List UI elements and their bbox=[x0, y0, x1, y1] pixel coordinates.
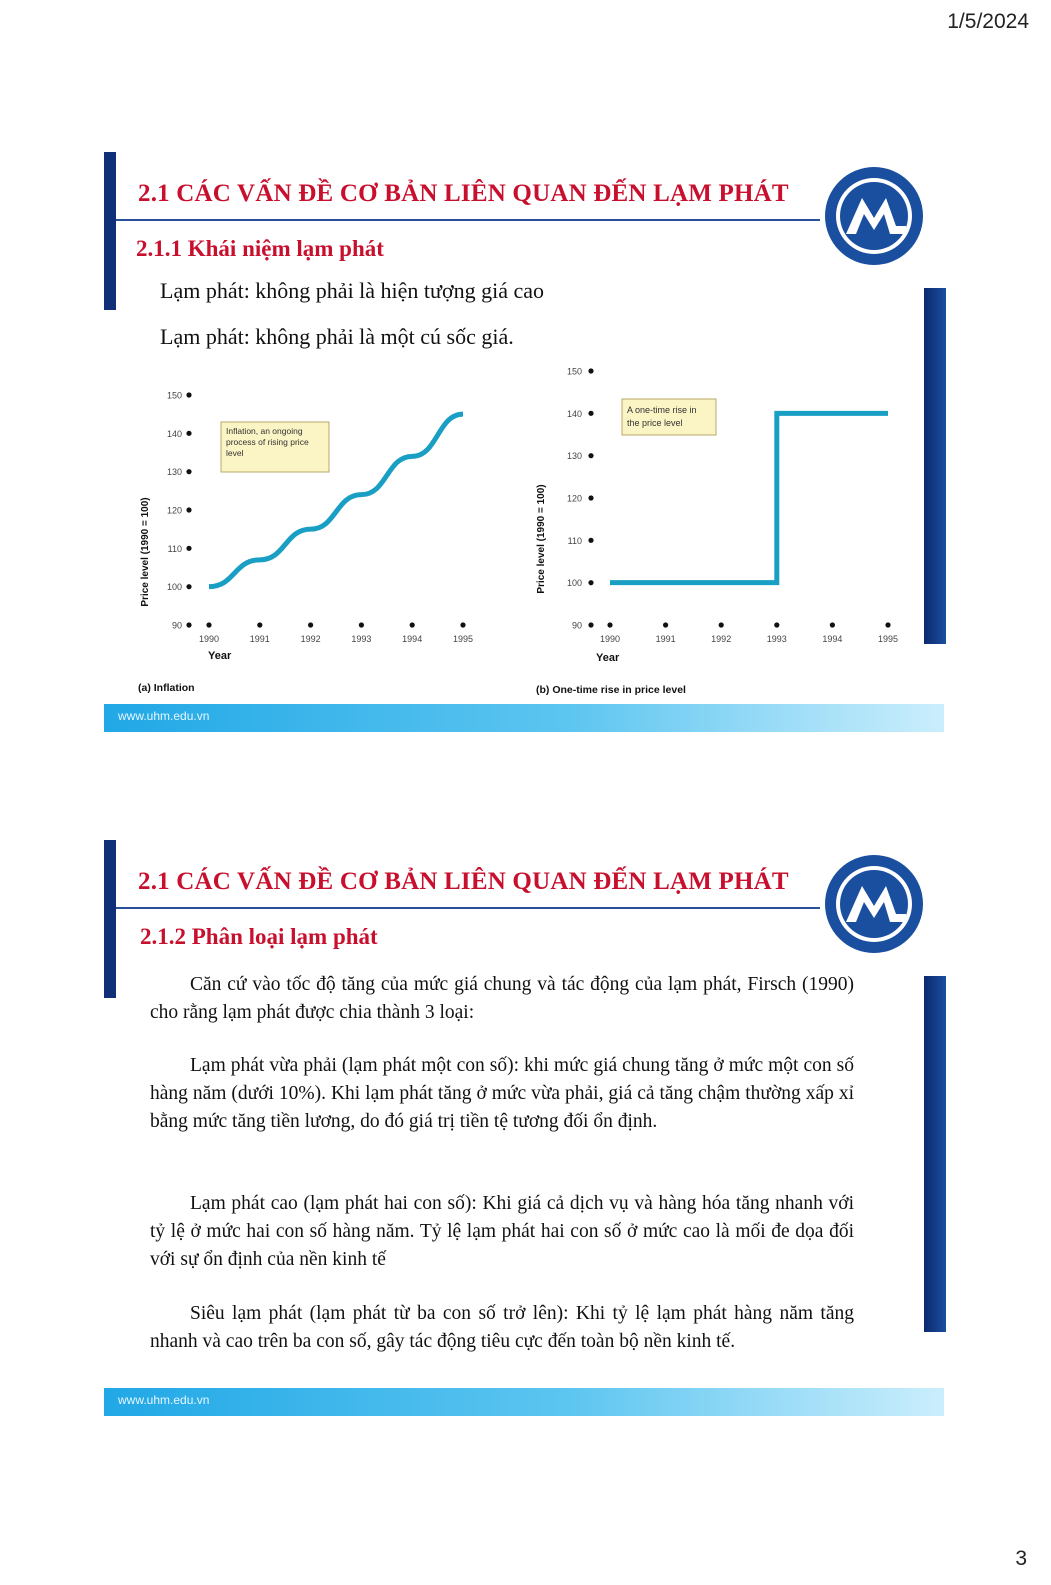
y-tick-label: 150 bbox=[566, 366, 582, 377]
paragraph: Lạm phát cao (lạm phát hai con số): Khi giá cả dịch vụ và hàng hóa tăng nhanh với tỷ lệ ở mức hai con số hàng năm. Tỷ lệ lạm phát hai con số ở mức cao là mối đe dọa đối với sự ổn định của nền kinh tế bbox=[150, 1193, 854, 1270]
annotation-text: A one-time rise in the price level bbox=[627, 405, 697, 428]
left-accent-bar bbox=[104, 840, 116, 998]
x-tick-label: 1991 bbox=[249, 634, 270, 644]
y-tick-dot bbox=[588, 495, 593, 500]
x-tick-dot bbox=[460, 622, 465, 627]
left-accent-bar bbox=[104, 152, 116, 310]
y-tick-label: 140 bbox=[566, 408, 582, 419]
paragraph: Lạm phát vừa phải (lạm phát một con số): khi mức giá chung tăng ở mức một con số hàng năm (dưới 10%). Khi lạm phát tăng ở mức vừa phải, giá cả tăng chậm thường xấp xỉ bằng mức tăng tiền lương, do đó giá trị tiền tệ tương đối ổn định. bbox=[150, 1055, 854, 1132]
page-date: 1/5/2024 bbox=[947, 10, 1029, 33]
x-tick-label: 1994 bbox=[402, 634, 423, 644]
chart-inflation bbox=[132, 357, 512, 702]
x-tick-dot bbox=[410, 622, 415, 627]
y-tick-label: 90 bbox=[171, 620, 182, 631]
x-tick-dot bbox=[308, 622, 313, 627]
title-underline bbox=[116, 219, 820, 221]
y-tick-dot bbox=[186, 622, 191, 627]
x-tick-dot bbox=[359, 622, 364, 627]
x-tick-label: 1992 bbox=[711, 634, 732, 644]
y-tick-dot bbox=[588, 453, 593, 458]
slide-footer bbox=[104, 704, 944, 732]
y-tick-label: 140 bbox=[166, 428, 182, 439]
y-tick-dot bbox=[186, 584, 191, 589]
x-axis-label: Year bbox=[208, 650, 232, 662]
slide-title: 2.1 CÁC VẤN ĐỀ CƠ BẢN LIÊN QUAN ĐẾN LẠM PHÁT bbox=[138, 868, 789, 895]
y-tick-label: 150 bbox=[166, 390, 182, 401]
y-tick-label: 130 bbox=[566, 451, 582, 462]
x-tick-label: 1992 bbox=[300, 634, 321, 644]
annotation-text: Inflation, an ongoing process of rising price level bbox=[226, 426, 309, 458]
x-tick-dot bbox=[830, 622, 835, 627]
right-accent-bar bbox=[924, 976, 946, 1332]
slide-subtitle: 2.1.1 Khái niệm lạm phát bbox=[136, 236, 384, 261]
slide-title: 2.1 CÁC VẤN ĐỀ CƠ BẢN LIÊN QUAN ĐẾN LẠM PHÁT bbox=[138, 180, 789, 207]
x-tick-label: 1990 bbox=[198, 634, 220, 644]
x-tick-label: 1994 bbox=[822, 634, 843, 644]
y-tick-label: 120 bbox=[166, 505, 182, 516]
x-tick-dot bbox=[663, 622, 668, 627]
y-tick-dot bbox=[186, 507, 191, 512]
y-tick-label: 130 bbox=[166, 467, 182, 478]
x-tick-label: 1995 bbox=[452, 634, 474, 644]
x-tick-label: 1993 bbox=[766, 634, 787, 644]
series-line bbox=[610, 413, 888, 582]
bullet-text: Lạm phát: không phải là một cú sốc giá. bbox=[160, 324, 514, 349]
annotation-line: process of rising price bbox=[226, 437, 309, 447]
x-tick-label: 1991 bbox=[655, 634, 676, 644]
y-tick-dot bbox=[186, 469, 191, 474]
y-tick-dot bbox=[186, 392, 191, 397]
title-underline bbox=[116, 907, 820, 909]
bullet-text: Lạm phát: không phải là hiện tượng giá cao bbox=[160, 278, 545, 303]
x-tick-label: 1995 bbox=[877, 634, 899, 644]
x-tick-dot bbox=[206, 622, 211, 627]
y-tick-label: 110 bbox=[567, 535, 582, 546]
x-tick-label: 1990 bbox=[599, 634, 621, 644]
chart-one-time-rise bbox=[528, 357, 928, 702]
university-logo-icon bbox=[822, 852, 926, 956]
chart-caption: (b) One-time rise in price level bbox=[536, 684, 686, 696]
y-tick-label: 100 bbox=[166, 582, 182, 593]
slide-1 bbox=[104, 152, 950, 744]
university-logo-icon bbox=[822, 164, 926, 268]
paragraph: Căn cứ vào tốc độ tăng của mức giá chung và tác động của lạm phát, Firsch (1990) cho rằng lạm phát được chia thành 3 loại: bbox=[150, 974, 854, 1023]
y-tick-label: 100 bbox=[566, 578, 582, 589]
x-tick-dot bbox=[719, 622, 724, 627]
y-tick-label: 90 bbox=[571, 620, 582, 631]
paragraph: Siêu lạm phát (lạm phát từ ba con số trở lên): Khi tỷ lệ lạm phát hàng năm tăng nhanh và cao trên ba con số, gây tác động tiêu cực đến toàn bộ nền kinh tế. bbox=[150, 1303, 854, 1352]
y-tick-dot bbox=[588, 580, 593, 585]
x-tick-label: 1993 bbox=[351, 634, 372, 644]
x-axis-label: Year bbox=[596, 652, 620, 664]
y-tick-label: 120 bbox=[566, 493, 582, 504]
footer-url: www.uhm.edu.vn bbox=[118, 709, 210, 723]
page-number: 3 bbox=[1015, 1547, 1027, 1570]
slide-2 bbox=[104, 840, 950, 1432]
y-tick-dot bbox=[588, 411, 593, 416]
annotation-line: level bbox=[226, 448, 244, 458]
x-tick-dot bbox=[257, 622, 262, 627]
y-tick-dot bbox=[186, 546, 191, 551]
y-tick-dot bbox=[588, 368, 593, 373]
y-tick-dot bbox=[186, 431, 191, 436]
slide-footer bbox=[104, 1388, 944, 1416]
chart-caption: (a) Inflation bbox=[138, 682, 195, 694]
footer-url: www.uhm.edu.vn bbox=[118, 1393, 210, 1407]
y-tick-label: 110 bbox=[167, 543, 182, 554]
y-tick-dot bbox=[588, 622, 593, 627]
x-tick-dot bbox=[774, 622, 779, 627]
annotation-line: the price level bbox=[627, 418, 683, 428]
x-tick-dot bbox=[885, 622, 890, 627]
y-axis-label: Price level (1990 = 100) bbox=[536, 484, 547, 594]
x-tick-dot bbox=[607, 622, 612, 627]
y-axis-label: Price level (1990 = 100) bbox=[140, 497, 151, 607]
slide-subtitle: 2.1.2 Phân loại lạm phát bbox=[140, 924, 378, 949]
y-tick-dot bbox=[588, 538, 593, 543]
